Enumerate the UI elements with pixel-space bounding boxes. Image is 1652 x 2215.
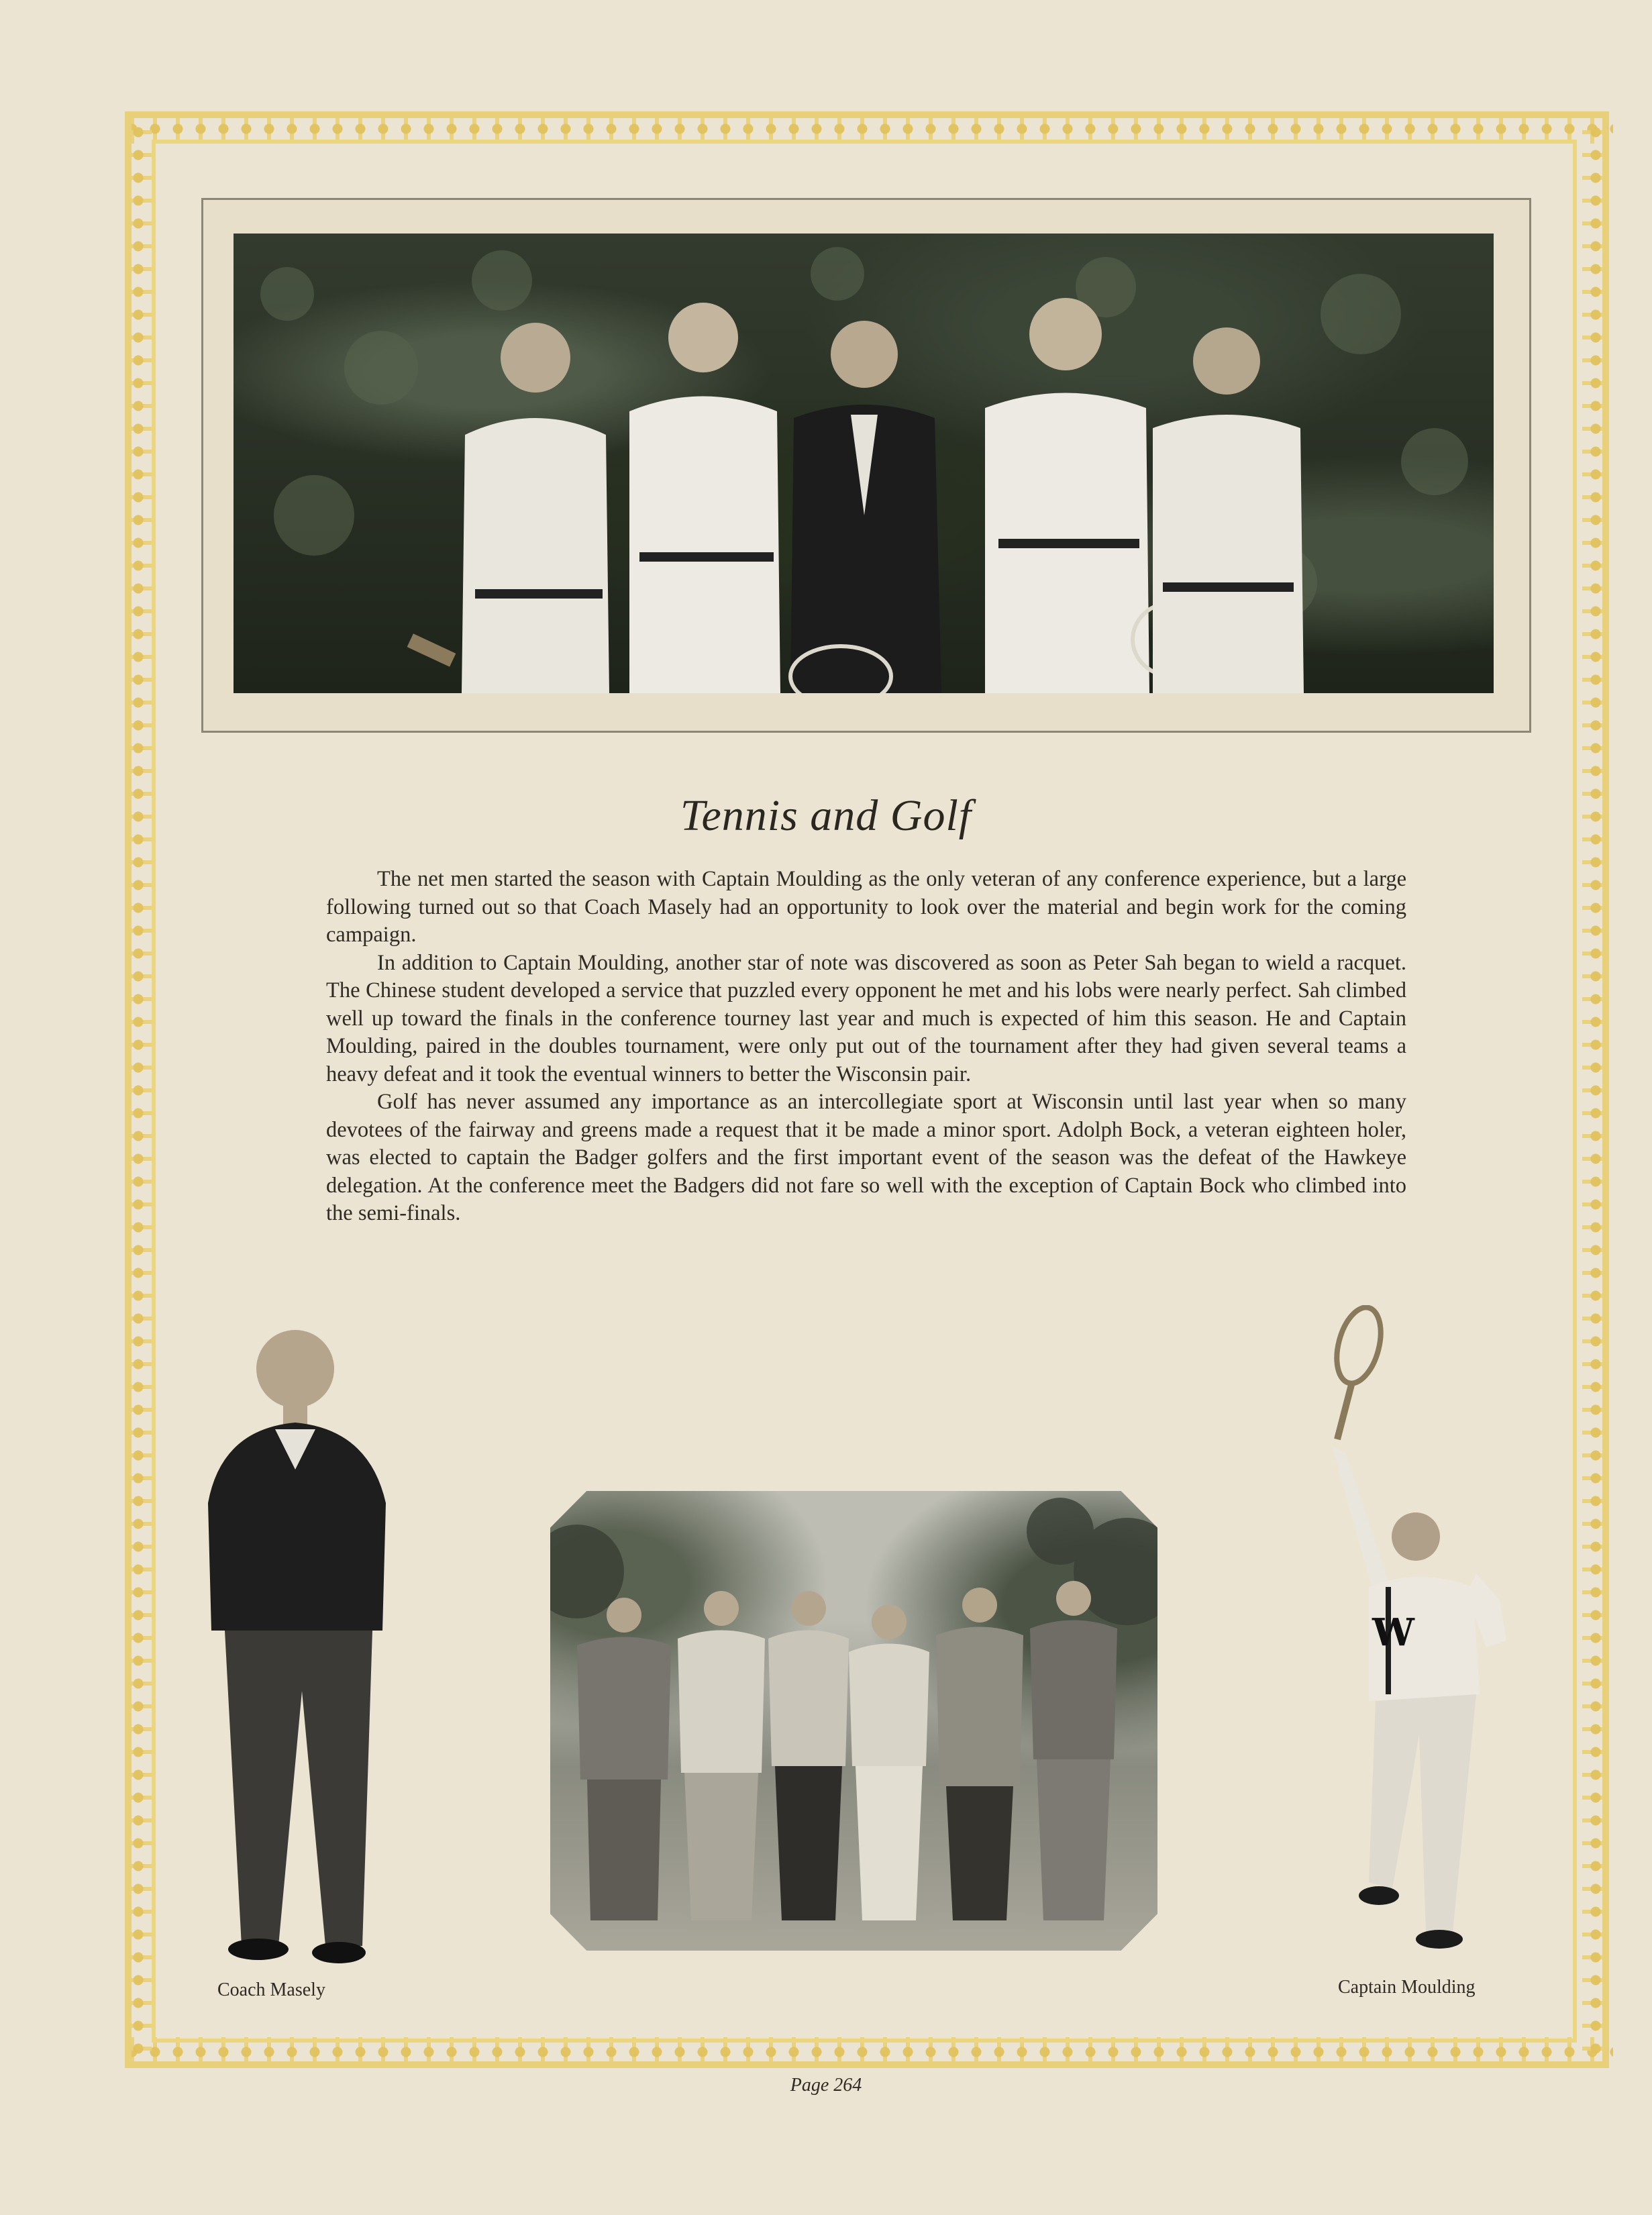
captain-caption: Captain Moulding — [1338, 1977, 1476, 1998]
tennis-team-photo — [234, 234, 1494, 693]
tennis-team-figures — [234, 234, 1494, 693]
golf-team-figures — [550, 1491, 1157, 1951]
paragraph-3: Golf has never assumed any importance as an intercollegiate sport at Wisconsin until last year when so many devotees of the fairway and greens made a request that it be made a minor sport. Adolph Bock, a veteran eighteen holer, was elected to captain the Badger golfers and the first important event of the season was the defeat of the Hawkeye delegation. At the conference meet the Badgers did not fare so well with the exception of Captain Bock who climbed into the semi-finals. — [326, 1090, 1406, 1225]
section-title: Tennis and Golf — [680, 791, 972, 840]
page-number: Page 264 — [790, 2075, 862, 2096]
captain-moulding-photo — [1305, 1305, 1523, 1963]
coach-caption: Coach Masely — [217, 1979, 325, 2000]
coach-silhouette — [195, 1315, 403, 1969]
sweater-letter: W — [1372, 1610, 1414, 1655]
coach-masely-photo — [195, 1315, 403, 1969]
golf-team-photo — [550, 1491, 1157, 1951]
paragraph-1: The net men started the season with Captain Moulding as the only veteran of any conference experience, but a large following turned out so that Coach Masely had an opportunity to look over the material and begin work for the coming campaign. — [326, 867, 1406, 947]
article-body — [326, 866, 1406, 1228]
paragraph-2: In addition to Captain Moulding, another star of note was discovered as soon as Peter Sah began to wield a racquet. The Chinese student developed a service that puzzled every opponent he met and his lobs were nearly perfect. Sah climbed well up toward the finals in the conference tourney last year and much is expected of him this season. He and Captain Moulding, paired in the doubles tournament, were only put out of the tournament after they had given several teams a heavy defeat and it took the eventual winners to better the Wisconsin pair. — [326, 950, 1406, 1086]
